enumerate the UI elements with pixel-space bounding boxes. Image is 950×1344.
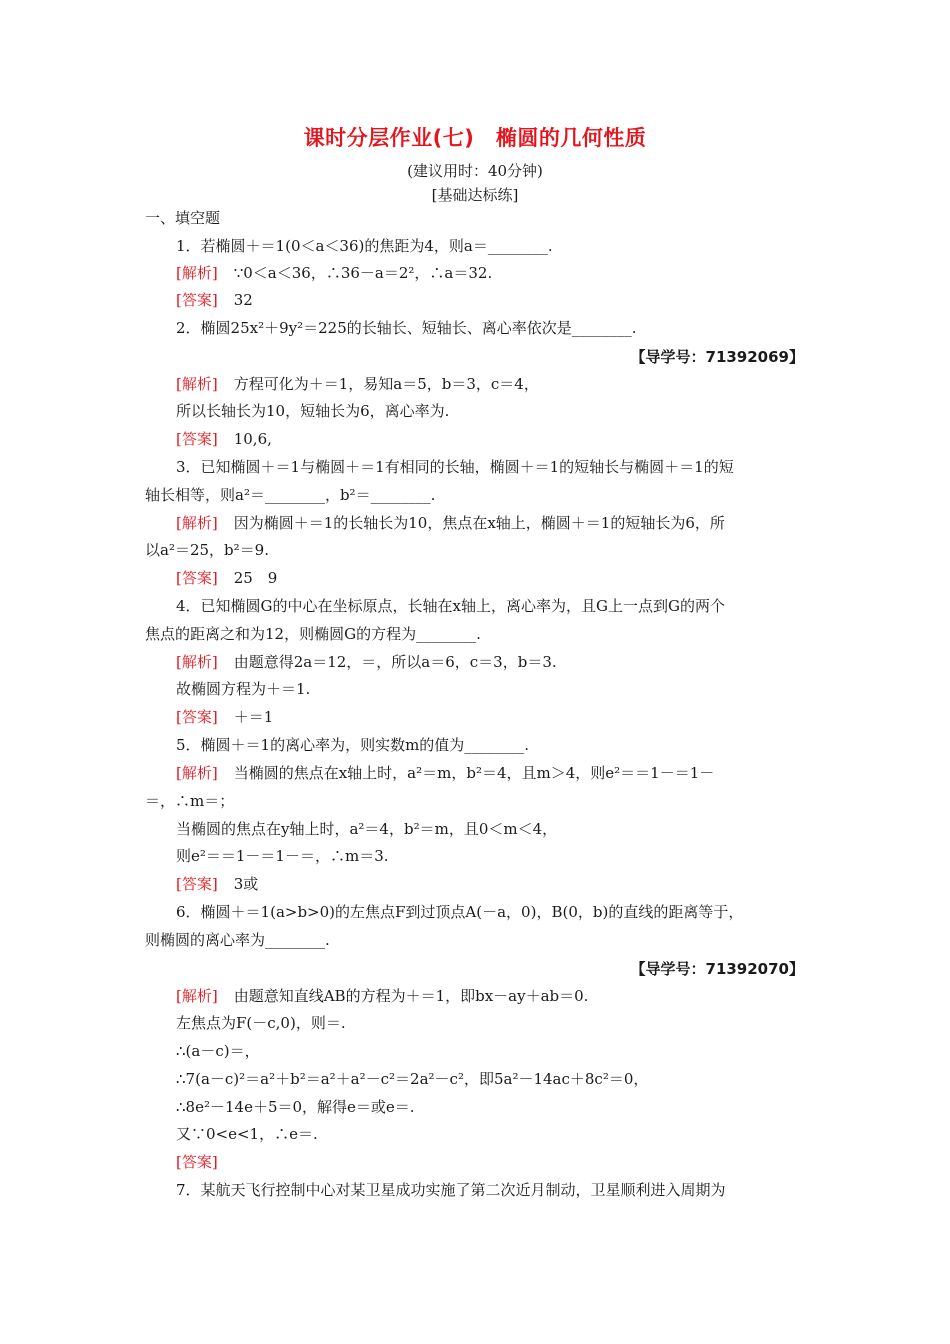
- section-heading: [基础达标练]: [431, 186, 519, 204]
- q4-answer: ＋＝1: [233, 708, 274, 726]
- q5-analysis-line: [176, 763, 714, 783]
- q3-analysis-line: [176, 513, 725, 533]
- q1-analysis: ∵0＜a＜36，∴36－a＝2²，∴a＝32.: [233, 264, 493, 282]
- question-5: 5．椭圆＋＝1的离心率为，则实数m的值为________.: [176, 736, 530, 754]
- q6-analysis: 由题意知直线AB的方程为＋＝1，即bx－ay＋ab＝0.: [233, 987, 589, 1005]
- q3-answer-line: [176, 568, 277, 588]
- part-heading: 一、填空题: [145, 209, 221, 227]
- q6-analysis-2: 左焦点为F(－c,0)，则＝.: [176, 1014, 346, 1032]
- question-4-line-2: 焦点的距离之和为12，则椭圆G的方程为________.: [145, 625, 481, 643]
- q4-analysis-2: 故椭圆方程为＋＝1.: [176, 680, 311, 698]
- question-6-line-2: 则椭圆的离心率为________.: [145, 931, 330, 949]
- suggested-time: (建议用时：40分钟): [407, 162, 543, 180]
- answer-tag: [答案]: [176, 708, 218, 726]
- q5-answer: 3或: [233, 875, 259, 893]
- q6-analysis-3: ∴(a－c)＝，: [176, 1042, 260, 1060]
- question-6-line-1: 6．椭圆＋＝1(a>b>0)的左焦点F到过顶点A(－a，0)，B(0，b)的直线的距离等于，: [176, 903, 744, 921]
- q1-answer: 32: [233, 291, 253, 309]
- q2-answer-line: [176, 429, 272, 449]
- question-2: 2．椭圆25x²＋9y²＝225的长轴长、短轴长、离心率依次是________.: [176, 319, 637, 337]
- q6-analysis-5: ∴8e²－14e＋5＝0，解得e＝或e＝.: [176, 1098, 415, 1116]
- analysis-tag: [解析]: [176, 987, 218, 1005]
- question-3-line-1: 3．已知椭圆＋＝1与椭圆＋＝1有相同的长轴，椭圆＋＝1的短轴长与椭圆＋＝1的短: [176, 458, 734, 476]
- analysis-tag: [解析]: [176, 764, 218, 782]
- question-7: 7．某航天飞行控制中心对某卫星成功实施了第二次近月制动，卫星顺利进入周期为: [176, 1181, 726, 1199]
- q1-analysis-line: [176, 263, 492, 283]
- answer-tag: [答案]: [176, 569, 218, 587]
- q4-answer-line: [176, 707, 273, 727]
- q6-analysis-4: ∴7(a－c)²＝a²＋b²＝a²＋a²－c²＝2a²－c²，即5a²－14ac＋8c²＝0，: [176, 1070, 649, 1088]
- q2-analysis-2: 所以长轴长为10，短轴长为6，离心率为.: [176, 402, 450, 420]
- analysis-tag: [解析]: [176, 653, 218, 671]
- q5-analysis-2: ＝，∴m＝；: [145, 792, 235, 810]
- answer-tag: [答案]: [176, 1153, 218, 1171]
- question-3-line-2: 轴长相等，则a²＝________，b²＝________.: [145, 486, 436, 504]
- q6-analysis-6: 又∵0<e<1，∴e＝.: [176, 1125, 318, 1143]
- page-title: 课时分层作业(七) 椭圆的几何性质: [303, 126, 647, 150]
- analysis-tag: [解析]: [176, 264, 218, 282]
- q1-answer-line: [176, 290, 253, 310]
- q3-answer: 25 9: [233, 569, 278, 587]
- analysis-tag: [解析]: [176, 375, 218, 393]
- q6-guide-number: 【导学号：71392070】: [630, 960, 804, 978]
- q5-analysis-3: 当椭圆的焦点在y轴上时，a²＝4，b²＝m，且0＜m＜4，: [176, 820, 558, 838]
- q4-analysis: 由题意得2a＝12，＝，所以a＝6，c＝3，b＝3.: [233, 653, 557, 671]
- q2-analysis-line: [176, 374, 539, 394]
- answer-tag: [答案]: [176, 291, 218, 309]
- answer-tag: [答案]: [176, 430, 218, 448]
- q5-answer-line: [176, 874, 258, 894]
- q3-analysis-2: 以a²＝25，b²＝9.: [145, 541, 269, 559]
- q3-analysis: 因为椭圆＋＝1的长轴长为10，焦点在x轴上，椭圆＋＝1的短轴长为6，所: [233, 514, 725, 532]
- q4-analysis-line: [176, 652, 557, 672]
- q2-answer: 10,6,: [233, 430, 272, 448]
- question-1: 1．若椭圆＋＝1(0＜a＜36)的焦距为4，则a＝________.: [176, 237, 553, 255]
- q6-answer-line: [176, 1152, 234, 1172]
- analysis-tag: [解析]: [176, 514, 218, 532]
- q5-analysis: 当椭圆的焦点在x轴上时，a²＝m，b²＝4，且m＞4，则e²＝＝1－＝1－: [233, 764, 715, 782]
- question-4-line-1: 4．已知椭圆G的中心在坐标原点，长轴在x轴上，离心率为，且G上一点到G的两个: [176, 597, 725, 615]
- q5-analysis-4: 则e²＝＝1－＝1－＝，∴m＝3.: [176, 847, 389, 865]
- answer-tag: [答案]: [176, 875, 218, 893]
- q6-analysis-line: [176, 986, 588, 1006]
- q2-guide-number: 【导学号：71392069】: [630, 348, 804, 366]
- q2-analysis: 方程可化为＋＝1，易知a＝5，b＝3，c＝4，: [233, 375, 539, 393]
